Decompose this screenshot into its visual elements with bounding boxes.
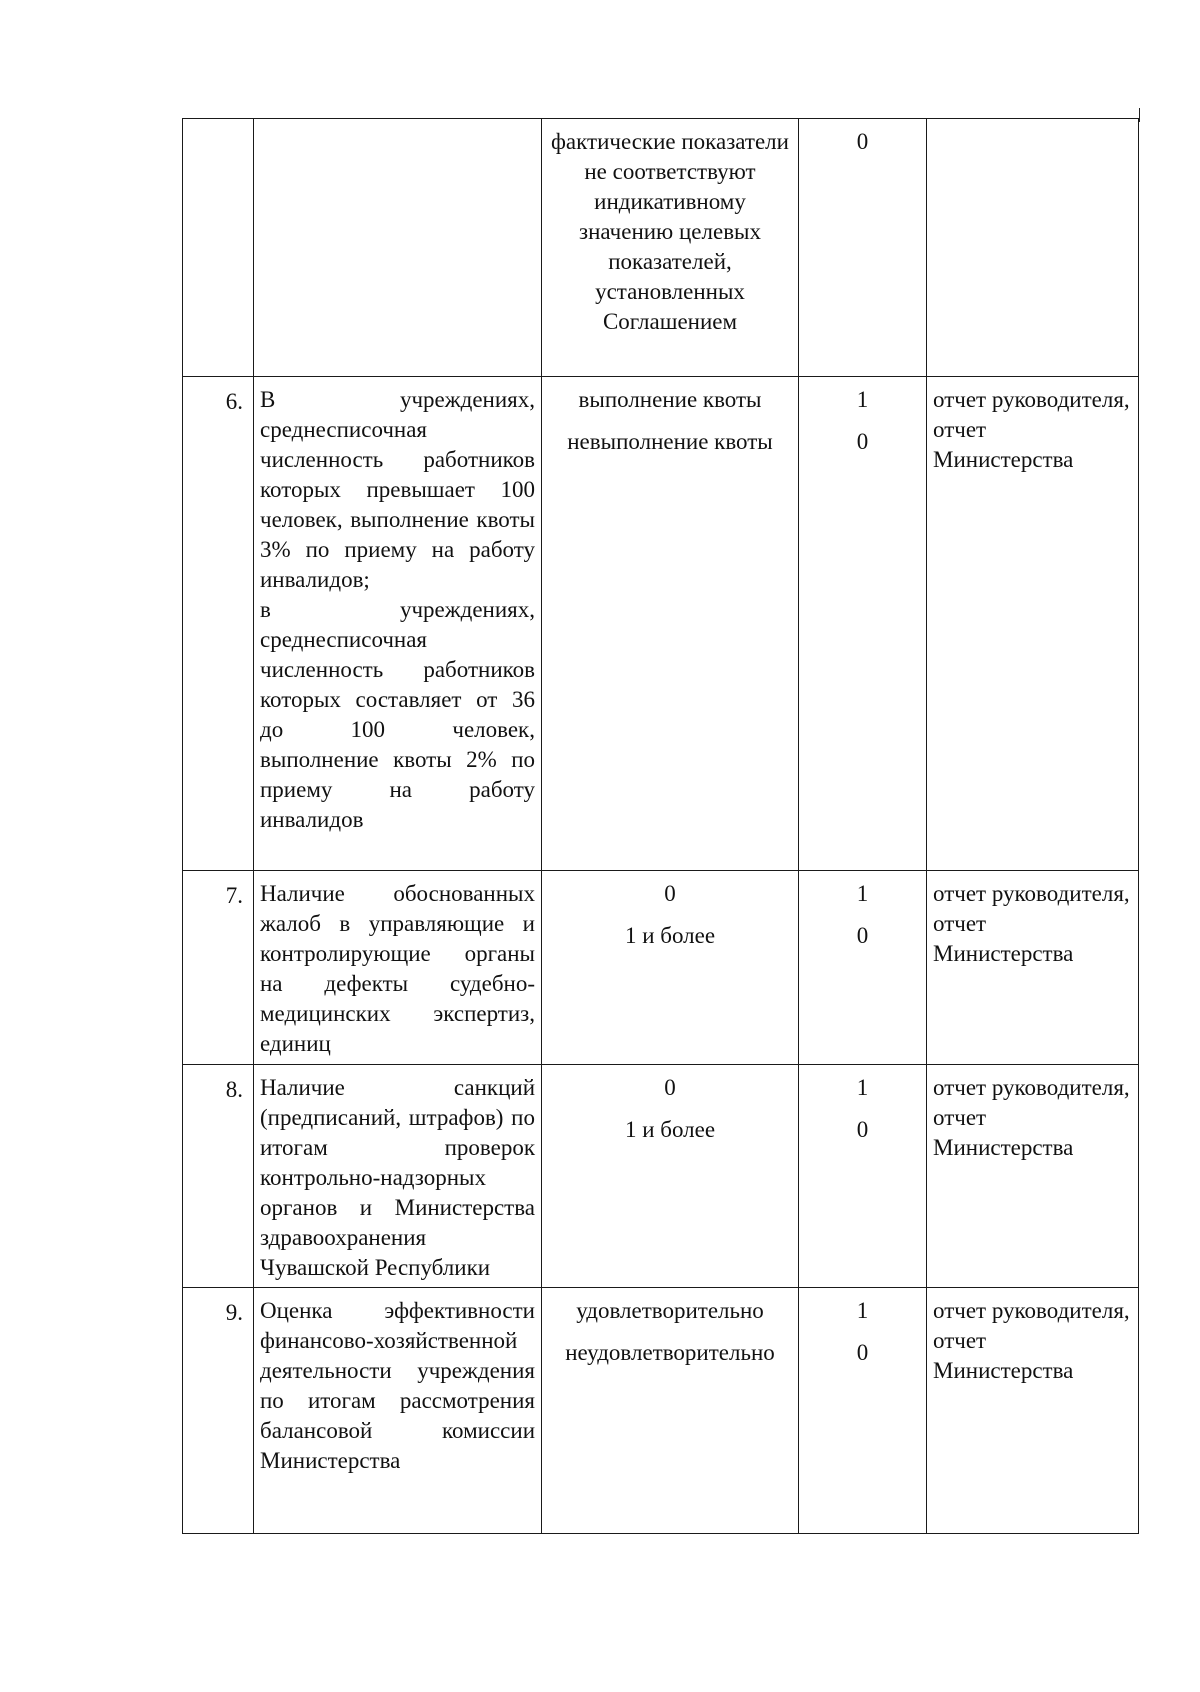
row-number-cell <box>183 119 254 377</box>
source-cell <box>927 1065 1139 1288</box>
source-text: отчет руководителя, отчет Министерства <box>933 387 1130 472</box>
score-value: 1 <box>856 1298 869 1323</box>
condition-cell <box>542 377 799 871</box>
score-cell <box>799 377 927 871</box>
score-value: 1 <box>856 387 869 412</box>
score-value: 0 <box>856 129 869 154</box>
condition-cell <box>542 119 799 377</box>
condition-text: удовлетворительно <box>576 1298 764 1323</box>
indicator-cell <box>254 1288 542 1534</box>
row-number-cell <box>183 1288 254 1534</box>
condition-text: невыполнение квоты <box>567 429 773 454</box>
score-value: 1 <box>856 881 869 906</box>
condition-cell <box>542 871 799 1065</box>
indicator-cell <box>254 871 542 1065</box>
condition-text: фактические показатели не соответствуют индикативному значению целевых показателей, установленных Соглашением <box>551 129 789 334</box>
source-cell <box>927 377 1139 871</box>
table-row <box>183 377 1139 871</box>
condition-text: выполнение квоты <box>578 387 762 412</box>
row-number: 8. <box>225 1077 243 1102</box>
condition-cell <box>542 1288 799 1534</box>
indicator-text: в учреждениях, среднесписочная численность работников которых составляет от 36 до 100 человек, выполнение квоты 2% по приему на работу инвалидов <box>260 597 535 832</box>
score-cell <box>799 119 927 377</box>
score-value: 1 <box>856 1075 869 1100</box>
score-value: 0 <box>856 1340 869 1365</box>
table-row <box>183 119 1139 377</box>
source-text: отчет руководителя, отчет Министерства <box>933 881 1130 966</box>
source-cell <box>927 871 1139 1065</box>
indicator-text: Оценка эффективности финансово-хозяйственной деятельности учреждения по итогам рассмотрения балансовой комиссии Министерства <box>260 1298 535 1473</box>
condition-text: 1 и более <box>624 923 716 948</box>
source-cell <box>927 1288 1139 1534</box>
row-number: 6. <box>225 389 243 414</box>
score-value: 0 <box>856 923 869 948</box>
condition-cell <box>542 1065 799 1288</box>
indicator-text: Наличие санкций (предписаний, штрафов) по итогам проверок контрольно-надзорных органов и Министерства здравоохранения Чувашской Республики <box>260 1075 535 1280</box>
score-cell <box>799 1065 927 1288</box>
row-number-cell <box>183 871 254 1065</box>
score-cell <box>799 871 927 1065</box>
indicator-cell <box>254 119 542 377</box>
condition-text: неудовлетворительно <box>565 1340 775 1365</box>
row-number-cell <box>183 1065 254 1288</box>
condition-text: 0 <box>664 881 676 906</box>
indicator-text: В учреждениях, среднесписочная численность работников которых превышает 100 человек, выполнение квоты 3% по приему на работу инвалидов; <box>260 387 535 592</box>
row-number: 7. <box>225 883 243 908</box>
indicator-cell <box>254 377 542 871</box>
score-cell <box>799 1288 927 1534</box>
table-row <box>183 1065 1139 1288</box>
criteria-table <box>182 118 1139 1534</box>
table-row <box>183 871 1139 1065</box>
page-edge-mark <box>1139 108 1140 122</box>
table-row <box>183 1288 1139 1534</box>
row-number: 9. <box>225 1300 243 1325</box>
source-text: отчет руководителя, отчет Министерства <box>933 1075 1130 1160</box>
score-value: 0 <box>856 429 869 454</box>
source-text: отчет руководителя, отчет Министерства <box>933 1298 1130 1383</box>
condition-text: 1 и более <box>624 1117 716 1142</box>
condition-text: 0 <box>664 1075 676 1100</box>
row-number-cell <box>183 377 254 871</box>
indicator-cell <box>254 1065 542 1288</box>
source-cell <box>927 119 1139 377</box>
score-value: 0 <box>856 1117 869 1142</box>
indicator-text: Наличие обоснованных жалоб в управляющие и контролирующие органы на дефекты судебно-медицинских экспертиз, единиц <box>260 881 535 1056</box>
